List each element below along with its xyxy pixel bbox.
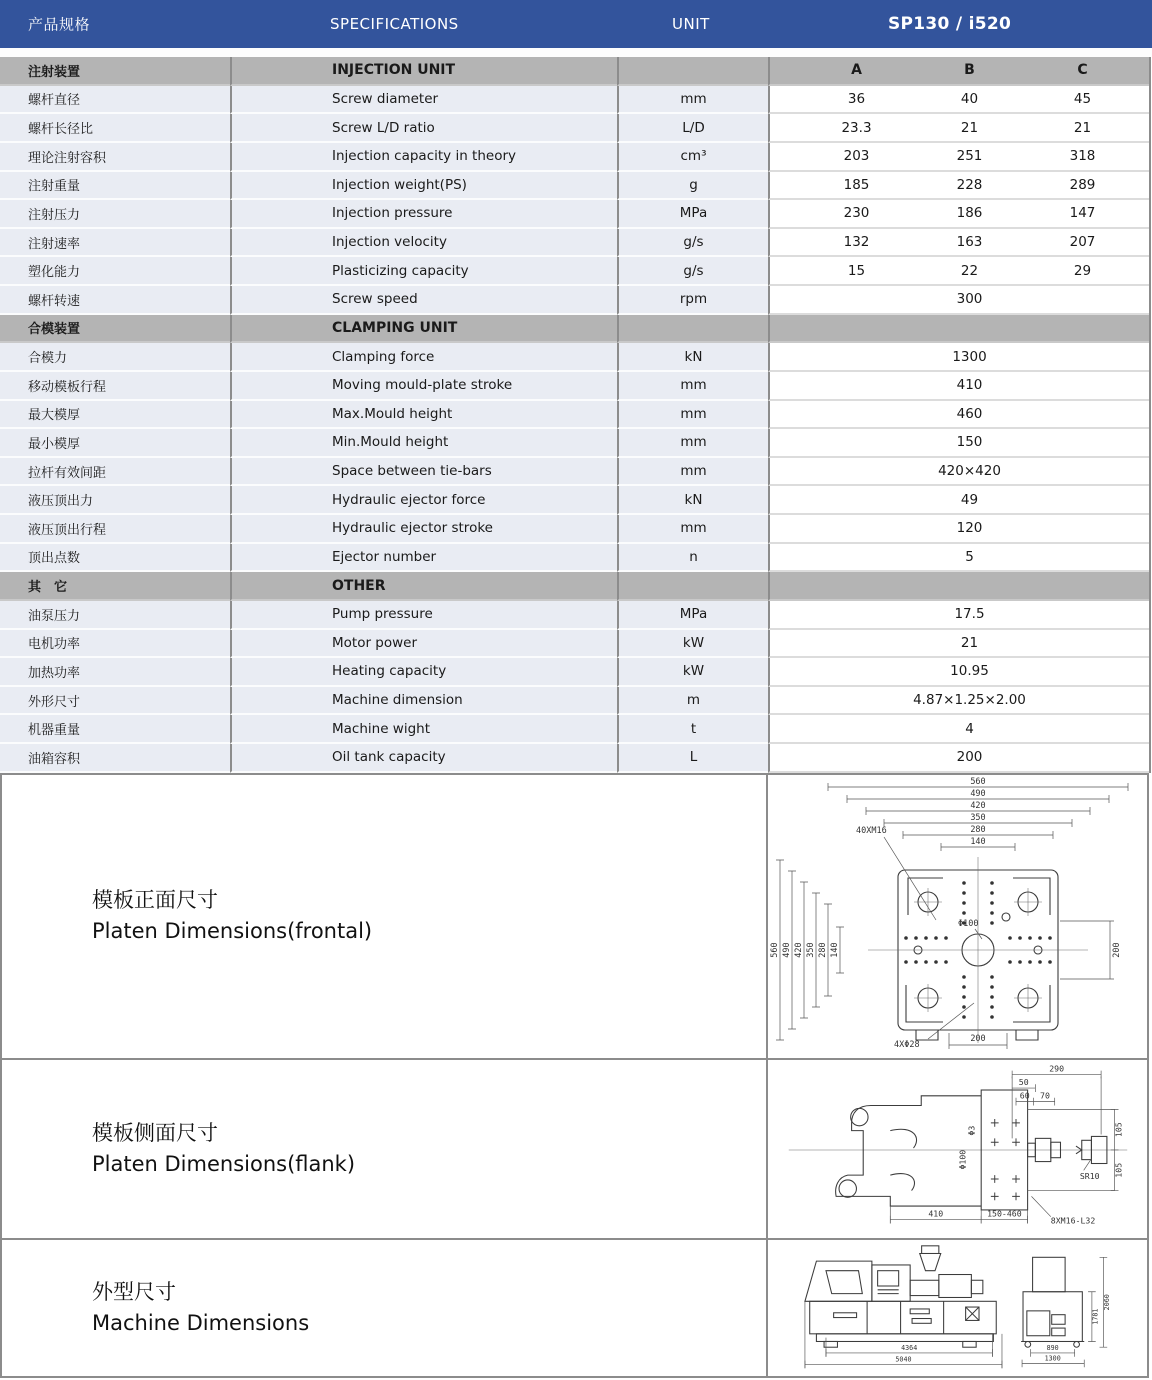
spec-row (0, 257, 1149, 286)
panel-platen-flank (2, 1060, 1147, 1240)
spec-value: 21 (1073, 119, 1092, 136)
spec-row (0, 286, 1149, 315)
spec-values (768, 429, 1149, 458)
spec-unit: cm³ (617, 143, 768, 172)
spec-unit: kW (617, 658, 768, 687)
spec-unit: MPa (617, 601, 768, 630)
spec-values (768, 458, 1149, 487)
panel-frontal-drawing-area (768, 775, 1147, 1058)
spec-name-en: Pump pressure (230, 601, 617, 630)
dim-left-280: 280 (818, 941, 828, 958)
panel-machine-title-en: Machine Dimensions (92, 1310, 310, 1335)
spec-name-zh: 最大模厚 (0, 401, 230, 430)
spec-row (0, 143, 1149, 172)
panel-flank-label (2, 1060, 768, 1238)
spec-row (0, 229, 1149, 258)
dim-top-490: 490 (970, 788, 986, 799)
spec-value-span: 460 (956, 405, 983, 422)
header-bar (0, 0, 1152, 48)
section-title-en: OTHER (230, 572, 617, 601)
spec-unit: m (617, 687, 768, 716)
spec-unit: g/s (617, 229, 768, 258)
spec-name-zh: 螺杆长径比 (0, 114, 230, 143)
spec-values (768, 544, 1149, 573)
spec-name-zh: 液压顶出行程 (0, 515, 230, 544)
spec-name-en: Clamping force (230, 343, 617, 372)
spec-name-en: Min.Mould height (230, 429, 617, 458)
spec-value: 230 (843, 205, 870, 222)
spec-row (0, 544, 1149, 573)
panel-platen-frontal (2, 775, 1147, 1060)
label-8xm16-l32: 8XM16-L32 (1050, 1215, 1096, 1226)
dim-60: 60 (1019, 1090, 1030, 1101)
spec-name-zh: 顶出点数 (0, 544, 230, 573)
spec-name-en: Motor power (230, 630, 617, 659)
spec-values (768, 401, 1149, 430)
spec-table (0, 57, 1151, 773)
dim-top-140: 140 (970, 836, 986, 847)
panel-machine-drawing-area (768, 1240, 1147, 1376)
spec-values (768, 601, 1149, 630)
spec-unit: kW (617, 630, 768, 659)
spec-name-zh: 螺杆直径 (0, 86, 230, 115)
header-title-en: SPECIFICATIONS (330, 15, 459, 33)
dim-left-560: 560 (770, 941, 780, 958)
spec-values (768, 200, 1149, 229)
panel-machine-dimensions (2, 1240, 1147, 1376)
spec-value: 251 (956, 148, 983, 165)
spec-value: 36 (847, 90, 866, 107)
spec-row (0, 658, 1149, 687)
spec-name-zh: 加热功率 (0, 658, 230, 687)
spec-unit: kN (617, 343, 768, 372)
header-title-zh: 产品规格 (28, 15, 91, 34)
section-value-cell (768, 315, 1149, 344)
spec-name-zh: 最小模厚 (0, 429, 230, 458)
section-title-en: CLAMPING UNIT (230, 315, 617, 344)
section-header-row (0, 57, 1149, 86)
spec-value: 228 (956, 176, 983, 193)
panel-frontal-label (2, 775, 768, 1058)
spec-row (0, 687, 1149, 716)
value-column-header: C (1077, 62, 1088, 79)
section-value-cell (768, 572, 1149, 601)
spec-row (0, 715, 1149, 744)
spec-name-zh: 油箱容积 (0, 744, 230, 773)
spec-values (768, 143, 1149, 172)
spec-value: 29 (1073, 262, 1092, 279)
spec-name-en: Injection pressure (230, 200, 617, 229)
spec-values (768, 86, 1149, 115)
spec-row (0, 401, 1149, 430)
spec-values (768, 715, 1149, 744)
spec-values (768, 372, 1149, 401)
spec-name-en: Machine wight (230, 715, 617, 744)
spec-unit: mm (617, 86, 768, 115)
spec-value-span: 200 (956, 749, 983, 766)
spec-values (768, 515, 1149, 544)
spec-unit: rpm (617, 286, 768, 315)
spec-unit: t (617, 715, 768, 744)
spec-unit: mm (617, 372, 768, 401)
spec-value-span: 150 (956, 434, 983, 451)
spec-name-zh: 理论注射容积 (0, 143, 230, 172)
dim-410: 410 (928, 1208, 944, 1219)
spec-row (0, 515, 1149, 544)
spec-value-span: 49 (960, 491, 979, 508)
section-header-row (0, 572, 1149, 601)
spec-value-span: 21 (960, 634, 979, 651)
dim-150-460: 150-460 (987, 1208, 1022, 1219)
spec-value-span: 4 (965, 720, 974, 737)
spec-unit: mm (617, 458, 768, 487)
flank-platen-diagram (768, 1061, 1147, 1237)
section-unit-cell (617, 572, 768, 601)
spec-name-en: Injection velocity (230, 229, 617, 258)
dim-top-280: 280 (970, 824, 986, 835)
spec-values (768, 744, 1149, 773)
label-sr10: SR10 (1079, 1170, 1100, 1181)
panel-frontal-title-zh: 模板正面尺寸 (92, 888, 218, 913)
spec-name-en: Moving mould-plate stroke (230, 372, 617, 401)
dim-1300: 1300 (1044, 1354, 1061, 1363)
spec-unit: kN (617, 486, 768, 515)
dim-70: 70 (1040, 1090, 1050, 1101)
spec-value: 207 (1069, 234, 1096, 251)
spec-name-en: Screw speed (230, 286, 617, 315)
panel-frontal-title-en: Platen Dimensions(frontal) (92, 919, 373, 944)
dim-4364: 4364 (901, 1343, 918, 1352)
spec-name-en: Machine dimension (230, 687, 617, 716)
spec-unit: mm (617, 429, 768, 458)
spec-value-span: 300 (956, 291, 983, 308)
spec-name-en: Space between tie-bars (230, 458, 617, 487)
spec-unit: L (617, 744, 768, 773)
dim-left-140: 140 (830, 941, 840, 958)
spec-name-en: Ejector number (230, 544, 617, 573)
spec-value: 289 (1069, 176, 1096, 193)
spec-unit: L/D (617, 114, 768, 143)
spec-row (0, 744, 1149, 773)
spec-value-span: 120 (956, 520, 983, 537)
header-unit-label: UNIT (672, 15, 710, 33)
spec-name-en: Plasticizing capacity (230, 257, 617, 286)
dim-50: 50 (1018, 1076, 1029, 1087)
spec-name-en: Hydraulic ejector force (230, 486, 617, 515)
spec-name-zh: 移动模板行程 (0, 372, 230, 401)
spec-row (0, 114, 1149, 143)
spec-name-en: Oil tank capacity (230, 744, 617, 773)
spec-values (768, 172, 1149, 201)
dim-290: 290 (1049, 1063, 1065, 1074)
spec-unit: MPa (617, 200, 768, 229)
spec-row (0, 86, 1149, 115)
header-gap (0, 48, 1152, 57)
spec-name-en: Hydraulic ejector stroke (230, 515, 617, 544)
dim-left-490: 490 (782, 941, 792, 958)
spec-value-span: 5 (965, 548, 974, 565)
spec-values (768, 486, 1149, 515)
spec-name-en: Injection weight(PS) (230, 172, 617, 201)
panel-machine-title-zh: 外型尺寸 (92, 1279, 176, 1304)
spec-value-span: 420×420 (938, 463, 1001, 480)
panel-flank-title-en: Platen Dimensions(flank) (92, 1151, 356, 1176)
spec-name-zh: 外形尺寸 (0, 687, 230, 716)
label-40xm16: 40XM16 (856, 825, 887, 836)
spec-name-zh: 拉杆有效间距 (0, 458, 230, 487)
spec-row (0, 630, 1149, 659)
spec-value: 203 (843, 148, 870, 165)
spec-name-zh: 注射压力 (0, 200, 230, 229)
value-column-header: B (964, 62, 975, 79)
spec-name-zh: 注射重量 (0, 172, 230, 201)
spec-row (0, 372, 1149, 401)
spec-value-span: 17.5 (954, 606, 985, 623)
diagram-panels (0, 773, 1149, 1378)
spec-name-en: Max.Mould height (230, 401, 617, 430)
spec-name-zh: 螺杆转速 (0, 286, 230, 315)
spec-values (768, 257, 1149, 286)
dim-5040: 5040 (895, 1355, 912, 1364)
section-unit-cell (617, 57, 768, 86)
dim-890: 890 (1046, 1343, 1059, 1352)
spec-name-zh: 油泵压力 (0, 601, 230, 630)
section-title-zh: 其 它 (0, 572, 230, 601)
spec-row (0, 458, 1149, 487)
spec-row (0, 172, 1149, 201)
dim-top-420: 420 (970, 800, 986, 811)
dim-top-350: 350 (970, 812, 986, 823)
spec-row (0, 200, 1149, 229)
spec-name-zh: 合模力 (0, 343, 230, 372)
dim-105-top: 105 (1113, 1121, 1124, 1137)
spec-value: 185 (843, 176, 870, 193)
spec-unit: g (617, 172, 768, 201)
section-title-zh: 注射装置 (0, 57, 230, 86)
label-4xphi28: 4XΦ28 (894, 1039, 920, 1050)
dim-bottom-200: 200 (970, 1033, 986, 1044)
dim-1781: 1781 (1091, 1308, 1100, 1325)
panel-machine-label (2, 1240, 768, 1376)
section-title-zh: 合模装置 (0, 315, 230, 344)
spec-value: 132 (843, 234, 870, 251)
section-unit-cell (617, 315, 768, 344)
spec-unit: mm (617, 515, 768, 544)
spec-row (0, 486, 1149, 515)
spec-row (0, 601, 1149, 630)
spec-values (768, 286, 1149, 315)
spec-name-en: Heating capacity (230, 658, 617, 687)
spec-unit: n (617, 544, 768, 573)
spec-unit: g/s (617, 257, 768, 286)
spec-value-span: 10.95 (950, 663, 989, 680)
spec-name-zh: 电机功率 (0, 630, 230, 659)
spec-value: 318 (1069, 148, 1096, 165)
platen-bolt-crosses (991, 1119, 1020, 1200)
spec-name-zh: 塑化能力 (0, 257, 230, 286)
label-phi100-flank: Φ100 (957, 1149, 968, 1170)
header-model: SP130 / i520 (888, 14, 1012, 34)
spec-name-zh: 液压顶出力 (0, 486, 230, 515)
dim-left-350: 350 (806, 941, 816, 958)
spec-name-zh: 机器重量 (0, 715, 230, 744)
spec-values (768, 687, 1149, 716)
dim-left-420: 420 (794, 941, 804, 958)
spec-name-zh: 注射速率 (0, 229, 230, 258)
panel-flank-drawing-area (768, 1060, 1147, 1238)
spec-values (768, 343, 1149, 372)
dim-right-200: 200 (1112, 941, 1122, 958)
panel-flank-title-zh: 模板侧面尺寸 (92, 1120, 218, 1145)
spec-value-span: 410 (956, 377, 983, 394)
spec-values (768, 114, 1149, 143)
spec-value: 15 (847, 262, 866, 279)
spec-name-en: Injection capacity in theory (230, 143, 617, 172)
spec-value: 186 (956, 205, 983, 222)
spec-value: 45 (1073, 90, 1092, 107)
dim-2060: 2060 (1103, 1293, 1112, 1310)
section-title-en: INJECTION UNIT (230, 57, 617, 86)
machine-dimensions-diagram (768, 1242, 1147, 1374)
spec-value: 163 (956, 234, 983, 251)
spec-name-en: Screw diameter (230, 86, 617, 115)
spec-value-span: 4.87×1.25×2.00 (913, 692, 1026, 709)
spec-values (768, 229, 1149, 258)
spec-unit: mm (617, 401, 768, 430)
spec-name-en: Screw L/D ratio (230, 114, 617, 143)
spec-value: 40 (960, 90, 979, 107)
spec-value: 147 (1069, 205, 1096, 222)
spec-value: 21 (960, 119, 979, 136)
spec-value: 22 (960, 262, 979, 279)
value-column-header: A (851, 62, 862, 79)
dim-105-bottom: 105 (1113, 1162, 1124, 1178)
label-phi3: Φ3 (966, 1125, 977, 1136)
spec-row (0, 343, 1149, 372)
spec-values (768, 658, 1149, 687)
section-header-row (0, 315, 1149, 344)
dim-top-560: 560 (970, 776, 986, 787)
spec-value-span: 1300 (952, 348, 987, 365)
spec-values (768, 630, 1149, 659)
section-value-cell (768, 57, 1149, 86)
spec-value: 23.3 (841, 119, 872, 136)
frontal-platen-diagram (768, 775, 1147, 1058)
label-phi100: Φ100 (958, 918, 979, 929)
spec-row (0, 429, 1149, 458)
